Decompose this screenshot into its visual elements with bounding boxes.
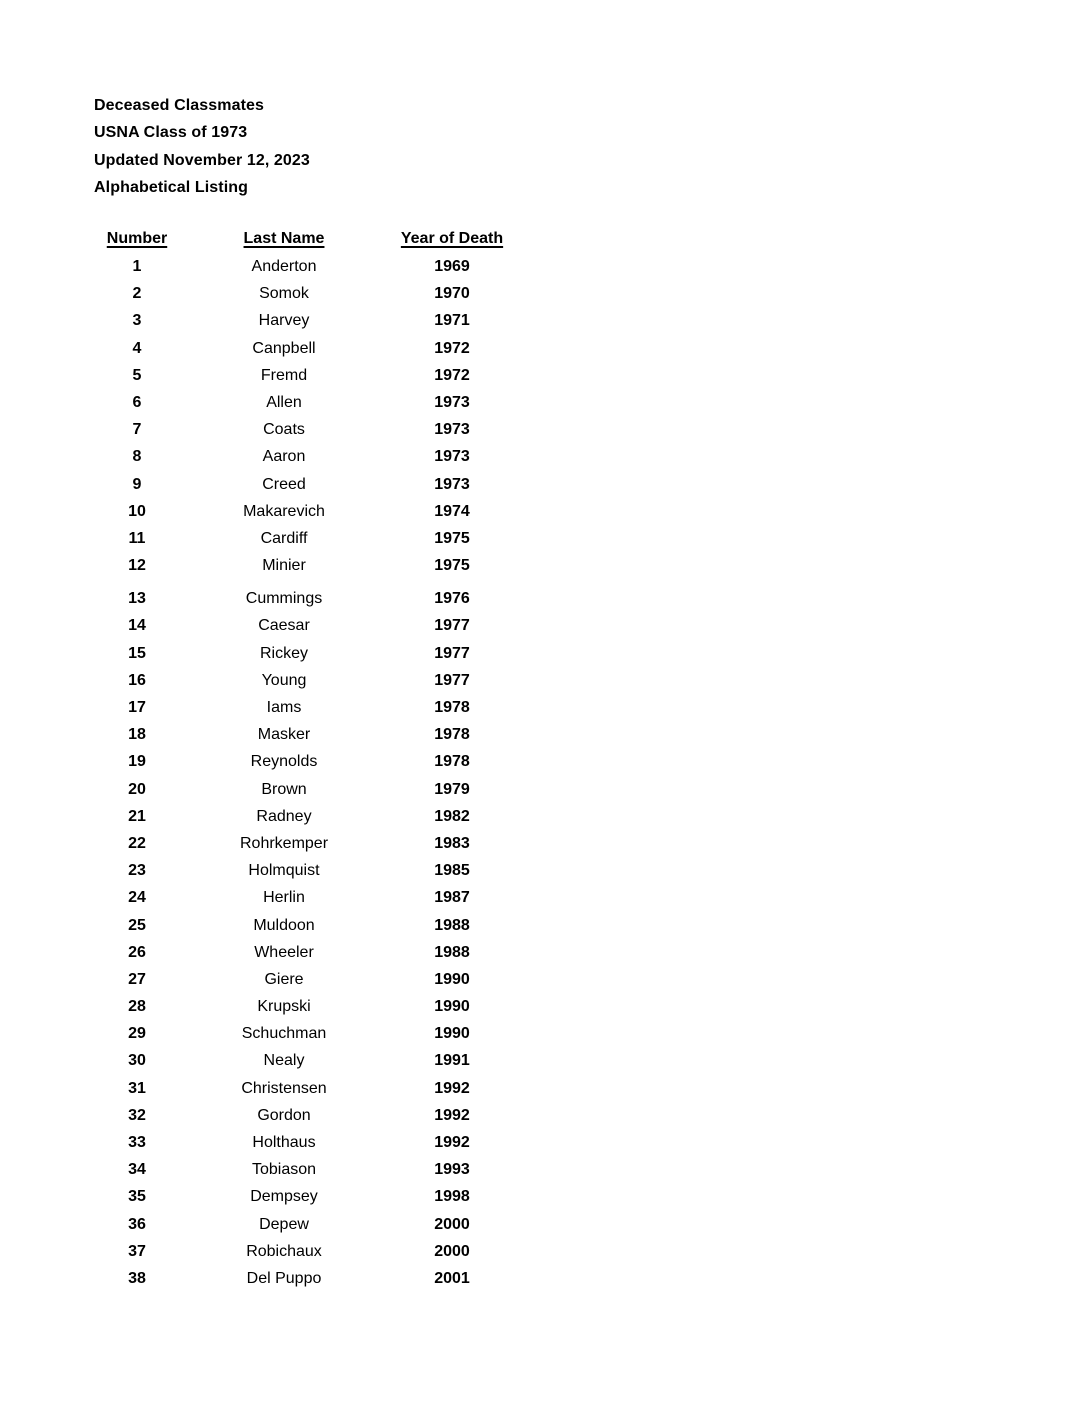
row-number-cell: 3 — [132, 312, 142, 330]
year-cell: 1978 — [434, 699, 470, 716]
year-cell: 1977 — [434, 644, 470, 662]
year-cell: 1977 — [434, 671, 470, 689]
last-name-cell: Minier — [262, 557, 306, 575]
table-row — [63, 585, 547, 612]
row-number-cell: 33 — [128, 1134, 146, 1151]
last-name-cell: Young — [261, 671, 307, 689]
last-name-cell: Gordon — [257, 1106, 311, 1124]
last-name-cell: Tobiason — [251, 1161, 317, 1179]
last-name-cell: Makarevich — [243, 502, 325, 520]
year-cell: 1976 — [434, 590, 470, 608]
last-name-cell: Masker — [257, 726, 311, 744]
table-row — [63, 335, 547, 362]
row-number-cell: 4 — [132, 339, 142, 357]
table-row — [63, 667, 547, 694]
year-cell: 1988 — [434, 943, 470, 961]
year-cell: 1991 — [434, 1052, 470, 1070]
year-cell: 1975 — [434, 557, 470, 575]
column-header-number: Number — [106, 230, 168, 247]
last-name-cell: Canpbell — [252, 339, 316, 357]
table-row — [63, 748, 547, 775]
row-number-cell: 1 — [132, 258, 142, 275]
row-number-cell: 14 — [128, 617, 146, 635]
table-row — [63, 1183, 547, 1210]
row-number-cell: 28 — [128, 998, 146, 1016]
row-number-cell: 8 — [132, 448, 142, 466]
table-row — [63, 939, 547, 966]
table-row — [63, 1075, 547, 1102]
year-cell: 1970 — [434, 285, 470, 303]
last-name-cell: Somok — [259, 285, 309, 303]
year-cell: 1987 — [434, 889, 470, 907]
year-cell: 1985 — [434, 862, 470, 880]
last-name-cell: Holmquist — [248, 862, 320, 880]
table-row — [63, 1238, 547, 1265]
row-number-cell: 36 — [128, 1215, 146, 1233]
last-name-cell: Rohrkemper — [239, 834, 329, 852]
year-cell: 1982 — [434, 807, 470, 825]
last-name-cell: Creed — [262, 475, 306, 493]
year-cell: 1977 — [434, 617, 470, 635]
row-number-cell: 32 — [128, 1106, 146, 1124]
year-cell: 1969 — [434, 258, 470, 275]
row-number-cell: 21 — [128, 807, 146, 825]
table-row — [63, 1211, 547, 1238]
last-name-cell: Schuchman — [241, 1025, 327, 1043]
row-number-cell: 9 — [132, 475, 142, 493]
row-number-cell: 22 — [128, 834, 146, 852]
year-cell: 2000 — [434, 1215, 470, 1233]
year-cell: 1975 — [434, 529, 470, 547]
last-name-cell: Nealy — [263, 1052, 305, 1070]
last-name-cell: Coats — [263, 421, 305, 439]
last-name-cell: Del Puppo — [246, 1269, 322, 1287]
year-cell: 2000 — [434, 1242, 470, 1260]
row-number-cell: 31 — [128, 1079, 146, 1097]
year-cell: 1983 — [434, 834, 470, 852]
table-row — [63, 498, 547, 525]
table-row — [63, 776, 547, 803]
row-number-cell: 16 — [128, 671, 146, 689]
deceased-classmates-table — [63, 224, 547, 1292]
row-number-cell: 37 — [128, 1242, 146, 1260]
year-cell: 1973 — [434, 448, 470, 466]
year-cell: 1979 — [434, 780, 470, 798]
year-cell: 1990 — [434, 970, 470, 988]
row-number-cell: 19 — [128, 753, 146, 771]
row-number-cell: 15 — [128, 644, 146, 662]
last-name-cell: Fremd — [260, 366, 308, 384]
table-row — [63, 525, 547, 552]
year-cell: 1978 — [434, 753, 470, 771]
table-row — [63, 443, 547, 470]
row-number-cell: 23 — [128, 862, 146, 880]
last-name-cell: Robichaux — [246, 1242, 322, 1260]
row-number-cell: 11 — [128, 529, 146, 547]
last-name-cell: Iams — [266, 699, 302, 716]
year-cell: 1972 — [434, 339, 470, 357]
year-cell: 1993 — [434, 1161, 470, 1179]
last-name-cell: Muldoon — [253, 916, 315, 934]
year-cell: 1992 — [434, 1079, 470, 1097]
row-number-cell: 30 — [128, 1052, 146, 1070]
year-cell: 1990 — [434, 998, 470, 1016]
table-row — [63, 471, 547, 498]
year-cell: 1971 — [434, 312, 470, 330]
last-name-cell: Caesar — [258, 617, 310, 635]
row-number-cell: 17 — [128, 699, 146, 716]
table-row — [63, 803, 547, 830]
document-header — [94, 92, 310, 201]
row-number-cell: 12 — [128, 557, 146, 575]
last-name-cell: Brown — [261, 780, 307, 798]
table-row — [63, 912, 547, 939]
table-row — [63, 362, 547, 389]
document-listing-type: Alphabetical Listing — [94, 178, 249, 196]
year-cell: 1998 — [434, 1188, 470, 1206]
last-name-cell: Harvey — [258, 312, 310, 330]
table-row — [63, 416, 547, 443]
last-name-cell: Christensen — [241, 1079, 327, 1097]
table-row — [63, 389, 547, 416]
row-number-cell: 34 — [128, 1161, 146, 1179]
year-cell: 1988 — [434, 916, 470, 934]
table-row — [63, 1047, 547, 1074]
table-row — [63, 830, 547, 857]
table-row — [63, 694, 547, 721]
table-row — [63, 1156, 547, 1183]
table-row — [63, 993, 547, 1020]
document-title: Deceased Classmates — [94, 97, 265, 114]
row-number-cell: 18 — [128, 726, 146, 744]
table-row — [63, 307, 547, 334]
last-name-cell: Depew — [259, 1215, 309, 1233]
row-number-cell: 10 — [128, 502, 146, 520]
year-cell: 1973 — [434, 421, 470, 439]
last-name-cell: Dempsey — [250, 1188, 318, 1206]
last-name-cell: Cardiff — [260, 529, 308, 547]
last-name-cell: Aaron — [262, 448, 306, 466]
table-row — [63, 1265, 547, 1292]
row-number-cell: 7 — [132, 421, 142, 439]
table-header-row — [63, 224, 547, 253]
last-name-cell: Anderton — [251, 258, 317, 275]
table-body — [63, 253, 547, 1292]
year-cell: 2001 — [434, 1269, 470, 1287]
column-header-last-name: Last Name — [243, 230, 325, 247]
last-name-cell: Herlin — [263, 889, 305, 907]
row-number-cell: 26 — [128, 943, 146, 961]
last-name-cell: Cummings — [245, 590, 323, 608]
table-row — [63, 1020, 547, 1047]
last-name-cell: Allen — [266, 393, 302, 411]
row-number-cell: 2 — [132, 285, 142, 303]
row-number-cell: 6 — [132, 393, 142, 411]
table-row — [63, 966, 547, 993]
row-number-cell: 29 — [128, 1025, 146, 1043]
table-row — [63, 640, 547, 667]
row-number-cell: 38 — [128, 1269, 146, 1287]
row-number-cell: 24 — [128, 889, 146, 907]
table-row — [63, 857, 547, 884]
year-cell: 1992 — [434, 1134, 470, 1151]
last-name-cell: Giere — [264, 970, 304, 988]
row-number-cell: 5 — [132, 366, 142, 384]
row-number-cell: 20 — [128, 780, 146, 798]
year-cell: 1973 — [434, 393, 470, 411]
table-row — [63, 612, 547, 639]
year-cell: 1978 — [434, 726, 470, 744]
year-cell: 1992 — [434, 1106, 470, 1124]
table-row — [63, 1102, 547, 1129]
last-name-cell: Wheeler — [254, 943, 314, 961]
year-cell: 1972 — [434, 366, 470, 384]
year-cell: 1990 — [434, 1025, 470, 1043]
table-row — [63, 552, 547, 579]
last-name-cell: Reynolds — [250, 753, 318, 771]
column-header-year-of-death: Year of Death — [400, 230, 504, 247]
table-row — [63, 280, 547, 307]
last-name-cell: Rickey — [259, 644, 308, 662]
row-number-cell: 27 — [128, 970, 146, 988]
last-name-cell: Holthaus — [252, 1134, 316, 1151]
table-row — [63, 721, 547, 748]
last-name-cell: Radney — [256, 807, 312, 825]
document-updated-date: Updated November 12, 2023 — [94, 151, 310, 169]
last-name-cell: Krupski — [257, 998, 311, 1016]
row-number-cell: 25 — [128, 916, 146, 934]
row-number-cell: 13 — [128, 590, 146, 608]
year-cell: 1974 — [434, 502, 470, 520]
year-cell: 1973 — [434, 475, 470, 493]
table-row — [63, 1129, 547, 1156]
row-number-cell: 35 — [128, 1188, 146, 1206]
table-row — [63, 884, 547, 911]
document-subtitle-class: USNA Class of 1973 — [94, 124, 248, 142]
table-row — [63, 253, 547, 280]
